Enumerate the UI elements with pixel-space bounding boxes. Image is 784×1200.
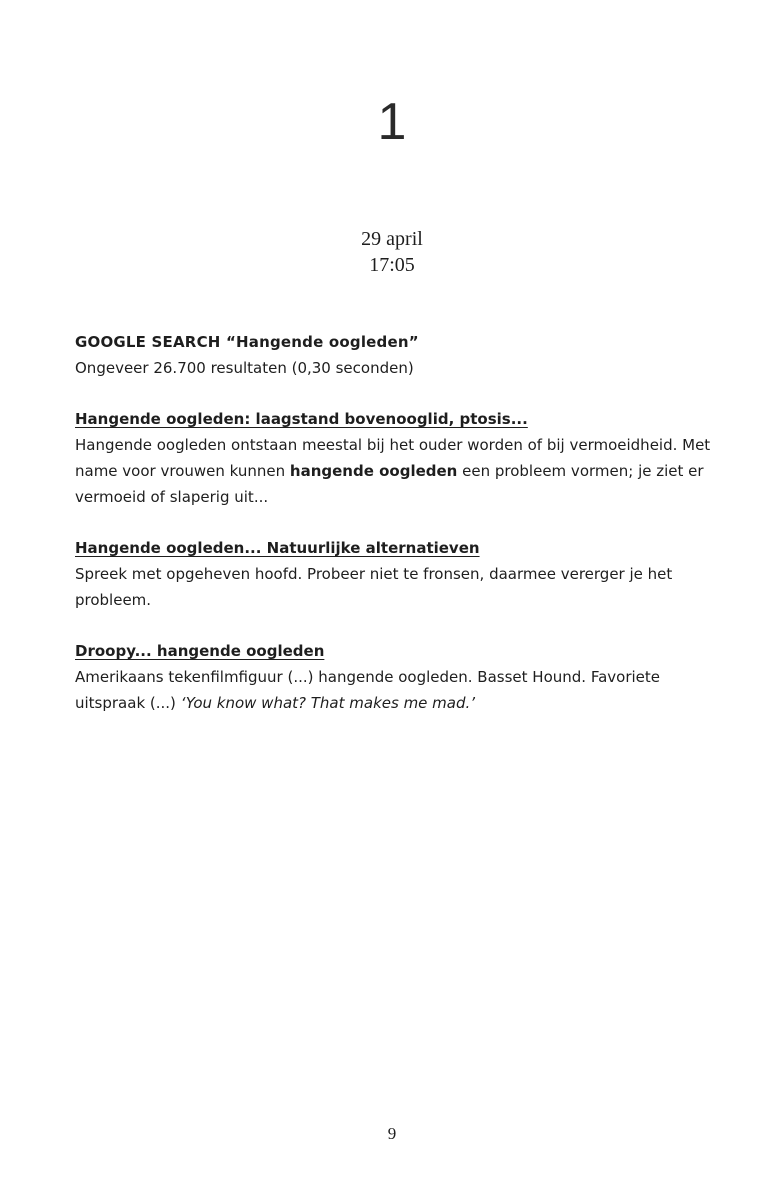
- search-result: [75, 535, 715, 613]
- snippet-text: een probleem vormen; je ziet er vermoeid of slaperig uit...: [75, 462, 704, 506]
- timestamp: [0, 226, 784, 278]
- search-result-snippet: [75, 664, 715, 716]
- search-result: [75, 406, 715, 510]
- search-heading: GOOGLE SEARCH “Hangende oogleden”: [75, 333, 419, 351]
- search-result-title[interactable]: Hangende oogleden: laagstand bovenooglid, ptosis...: [75, 410, 528, 428]
- snippet-quote: ‘You know what? That makes me mad.’: [180, 694, 476, 712]
- search-result-title[interactable]: Hangende oogleden... Natuurlijke alternatieven: [75, 539, 480, 557]
- search-result: [75, 638, 715, 716]
- search-result-snippet: Spreek met opgeheven hoofd. Probeer niet te fronsen, daarmee vererger je het probleem.: [75, 565, 673, 609]
- search-result-title[interactable]: Droopy... hangende oogleden: [75, 642, 325, 660]
- timestamp-date: 29 april: [361, 228, 423, 250]
- snippet-text: Amerikaans tekenfilmfiguur (...) hangende oogleden. Basset Hound. Favoriete uitspraak (...): [75, 668, 660, 712]
- snippet-highlight: hangende oogleden: [289, 462, 458, 480]
- chapter-number: 1: [377, 93, 407, 151]
- search-results-section: [75, 329, 715, 716]
- page-number: 9: [387, 1124, 397, 1143]
- search-result-snippet: [75, 432, 715, 510]
- snippet-text: Hangende oogleden ontstaan meestal bij het ouder worden of bij vermoeidheid. Met name voor vrouwen kunnen: [75, 436, 711, 480]
- timestamp-time: 17:05: [369, 254, 415, 276]
- search-stats: Ongeveer 26.700 resultaten (0,30 seconden): [75, 359, 414, 377]
